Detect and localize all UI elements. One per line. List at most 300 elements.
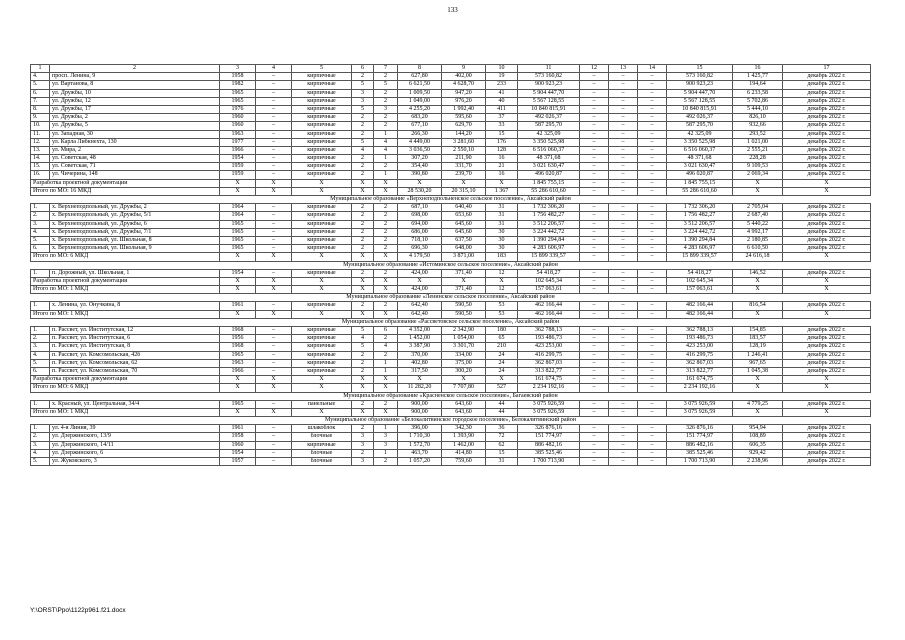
table-cell: –	[609, 449, 638, 457]
column-number-cell: 11	[518, 65, 580, 73]
summary-cell: 12	[486, 286, 518, 294]
table-cell: 4 352,00	[398, 327, 442, 335]
table-cell: –	[256, 220, 292, 228]
table-cell: декабрь 2022 г.	[783, 449, 871, 457]
table-cell: 1959	[220, 163, 256, 171]
table-cell: 1 756 482,27	[667, 212, 733, 220]
table-row	[31, 228, 871, 236]
table-cell: 317,50	[398, 367, 442, 375]
table-cell: 1 021,00	[733, 138, 783, 146]
summary-cell: X	[733, 376, 783, 384]
table-cell: –	[609, 220, 638, 228]
summary-cell: –	[609, 187, 638, 195]
summary-label: Итого по МО: 1 МКД	[31, 408, 220, 416]
summary-cell: X	[374, 376, 398, 384]
table-cell: 1968	[220, 343, 256, 351]
table-cell: 653,60	[442, 212, 486, 220]
table-cell: –	[256, 228, 292, 236]
summary-cell: –	[580, 253, 609, 261]
table-cell: 402,00	[442, 73, 486, 81]
summary-cell: 1 367	[486, 187, 518, 195]
table-cell: 3 021 630,47	[518, 163, 580, 171]
column-number-cell: 4	[256, 65, 292, 73]
table-cell: 1954	[220, 269, 256, 277]
table-cell: –	[609, 73, 638, 81]
table-cell: декабрь 2022 г.	[783, 146, 871, 154]
column-number-cell: 12	[580, 65, 609, 73]
summary-cell: X	[352, 408, 374, 416]
table-cell: 3 281,60	[442, 138, 486, 146]
table-cell: –	[638, 400, 667, 408]
table-cell: 1961	[220, 425, 256, 433]
table-row	[31, 351, 871, 359]
table-row	[31, 146, 871, 154]
table-cell: –	[638, 130, 667, 138]
address-cell: х. Верхнеподпольный, ул. Дружбы, 6	[50, 220, 220, 228]
table-cell: 414,80	[442, 449, 486, 457]
table-cell: –	[580, 425, 609, 433]
summary-cell: X	[220, 408, 256, 416]
table-cell: 900 923,23	[518, 81, 580, 89]
summary-cell: X	[220, 376, 256, 384]
municipality-name: Муниципальное образование «Верхнеподпольненское сельское поселение», Аксайский район	[31, 196, 871, 204]
address-cell: ул. Дружбы, 5	[50, 122, 220, 130]
summary-cell: 53	[486, 310, 518, 318]
summary-cell: 7 707,80	[442, 384, 486, 392]
table-cell: 54 418,27	[518, 269, 580, 277]
table-cell: 4 283 606,97	[667, 245, 733, 253]
table-cell: 2	[374, 220, 398, 228]
table-cell: декабрь 2022 г.	[783, 212, 871, 220]
table-cell: –	[609, 130, 638, 138]
table-cell: 2 069,34	[733, 171, 783, 179]
summary-cell: X	[220, 286, 256, 294]
summary-cell: 3 871,00	[442, 253, 486, 261]
table-cell: 2	[352, 114, 374, 122]
summary-cell: X	[220, 179, 256, 187]
summary-label: Итого по МО: 1 МКД	[31, 310, 220, 318]
table-cell: 21	[486, 163, 518, 171]
table-cell: 3	[374, 105, 398, 113]
table-cell: кирпичные	[292, 130, 352, 138]
table-cell: 31	[486, 458, 518, 466]
table-cell: 4 779,25	[733, 400, 783, 408]
column-number-cell: 5	[292, 65, 352, 73]
table-row	[31, 359, 871, 367]
table-cell: –	[580, 212, 609, 220]
summary-cell: 11 282,20	[398, 384, 442, 392]
table-cell: панельные	[292, 400, 352, 408]
table-cell: 4	[374, 343, 398, 351]
summary-cell: 643,60	[442, 408, 486, 416]
table-cell: 2 342,90	[442, 327, 486, 335]
table-cell: 4	[374, 146, 398, 154]
table-cell: 4	[352, 335, 374, 343]
table-cell: 65	[486, 335, 518, 343]
summary-cell: X	[256, 277, 292, 285]
table-cell: 2	[352, 351, 374, 359]
table-row	[31, 89, 871, 97]
table-cell: 1 425,77	[733, 73, 783, 81]
table-cell: 1957	[220, 458, 256, 466]
summary-cell: X	[374, 277, 398, 285]
table-row	[31, 433, 871, 441]
row-index-cell: 4.	[31, 449, 50, 457]
table-cell: 4 992,17	[733, 228, 783, 236]
summary-cell: X	[256, 187, 292, 195]
table-cell: 947,20	[442, 89, 486, 97]
table-cell: –	[580, 204, 609, 212]
summary-cell: X	[292, 277, 352, 285]
table-cell: кирпичные	[292, 245, 352, 253]
summary-cell: –	[580, 277, 609, 285]
table-cell: 463,70	[398, 449, 442, 457]
table-cell: –	[638, 212, 667, 220]
table-cell: декабрь 2022 г.	[783, 335, 871, 343]
table-cell: кирпичные	[292, 114, 352, 122]
table-cell: кирпичные	[292, 122, 352, 130]
table-cell: –	[609, 81, 638, 89]
table-cell: 2	[374, 228, 398, 236]
table-cell: 4 449,00	[398, 138, 442, 146]
table-cell: –	[580, 335, 609, 343]
table-cell: 1976	[220, 105, 256, 113]
table-cell: 1 049,00	[398, 97, 442, 105]
address-cell: ул. Карла Либкнехта, 130	[50, 138, 220, 146]
table-cell: 2	[374, 351, 398, 359]
table-cell: 643,60	[442, 400, 486, 408]
table-cell: декабрь 2022 г.	[783, 245, 871, 253]
table-cell: –	[256, 441, 292, 449]
table-cell: –	[580, 81, 609, 89]
table-cell: 30	[486, 245, 518, 253]
table-cell: 759,60	[442, 458, 486, 466]
table-cell: 1964	[220, 212, 256, 220]
table-cell: 698,00	[398, 212, 442, 220]
table-cell: 967,65	[733, 359, 783, 367]
table-row	[31, 97, 871, 105]
summary-cell: 183	[486, 253, 518, 261]
table-cell: 2	[352, 212, 374, 220]
table-cell: 6 516 060,37	[518, 146, 580, 154]
table-cell: –	[609, 343, 638, 351]
table-cell: –	[256, 204, 292, 212]
table-cell: –	[580, 114, 609, 122]
table-cell: 193 486,73	[667, 335, 733, 343]
table-cell: –	[580, 327, 609, 335]
table-cell: 37	[486, 114, 518, 122]
table-cell: 15	[486, 449, 518, 457]
table-cell: 5	[352, 343, 374, 351]
summary-cell: X	[374, 179, 398, 187]
table-cell: –	[256, 343, 292, 351]
summary-cell: 102 645,34	[518, 277, 580, 285]
row-index-cell: 7.	[31, 97, 50, 105]
table-cell: кирпичные	[292, 171, 352, 179]
column-number-cell: 8	[398, 65, 442, 73]
summary-cell: –	[609, 277, 638, 285]
row-index-cell: 2.	[31, 335, 50, 343]
summary-cell: –	[638, 408, 667, 416]
table-cell: 1 246,41	[733, 351, 783, 359]
summary-cell: X	[783, 253, 871, 261]
table-cell: 2	[352, 359, 374, 367]
summary-cell: X	[783, 384, 871, 392]
table-cell: 31	[486, 204, 518, 212]
summary-cell: X	[374, 286, 398, 294]
table-cell: –	[609, 155, 638, 163]
summary-cell: 1 845 755,15	[518, 179, 580, 187]
table-cell: –	[609, 146, 638, 154]
summary-cell: X	[783, 277, 871, 285]
table-cell: 362 867,03	[667, 359, 733, 367]
table-cell: –	[609, 89, 638, 97]
table-cell: кирпичные	[292, 351, 352, 359]
summary-label: Итого по МО: 6 МКД	[31, 253, 220, 261]
table-cell: –	[256, 351, 292, 359]
table-cell: –	[638, 171, 667, 179]
summary-cell: X	[733, 310, 783, 318]
summary-cell: X	[486, 376, 518, 384]
summary-cell: X	[256, 408, 292, 416]
table-cell: –	[638, 458, 667, 466]
table-cell: 2	[352, 400, 374, 408]
table-cell: 128	[486, 146, 518, 154]
summary-cell: 900,00	[398, 408, 442, 416]
table-cell: 211,90	[442, 155, 486, 163]
column-number-cell: 15	[667, 65, 733, 73]
table-cell: 3 350 525,98	[667, 138, 733, 146]
summary-cell: X	[374, 253, 398, 261]
table-cell: 3 387,90	[398, 343, 442, 351]
table-cell: 390,80	[398, 171, 442, 179]
table-cell: 900,00	[398, 400, 442, 408]
table-cell: 1 009,50	[398, 89, 442, 97]
summary-cell: –	[580, 286, 609, 294]
table-cell: декабрь 2022 г.	[783, 351, 871, 359]
table-cell: –	[580, 441, 609, 449]
address-cell: п. Рассвет, ул. Комсомольская, 62	[50, 359, 220, 367]
table-cell: кирпичные	[292, 335, 352, 343]
table-cell: –	[580, 400, 609, 408]
table-cell: –	[609, 122, 638, 130]
summary-cell: X	[352, 286, 374, 294]
summary-cell: –	[638, 310, 667, 318]
table-cell: –	[256, 130, 292, 138]
table-cell: 6 621,50	[398, 81, 442, 89]
summary-cell: 2 234 192,16	[518, 384, 580, 392]
table-cell: 44	[486, 400, 518, 408]
table-cell: 36	[486, 425, 518, 433]
summary-cell: 424,00	[398, 286, 442, 294]
column-number-cell: 17	[783, 65, 871, 73]
address-cell: ул. Дзержинского, 6	[50, 449, 220, 457]
table-cell: 1966	[220, 146, 256, 154]
summary-cell: X	[733, 179, 783, 187]
table-cell: 183,57	[733, 335, 783, 343]
table-cell: 4	[352, 146, 374, 154]
table-cell: 595,60	[442, 114, 486, 122]
row-index-cell: 5.	[31, 81, 50, 89]
table-cell: –	[609, 236, 638, 244]
table-cell: 180	[486, 327, 518, 335]
table-cell: 1958	[220, 73, 256, 81]
table-cell: кирпичные	[292, 212, 352, 220]
table-cell: 416 299,75	[667, 351, 733, 359]
table-cell: декабрь 2022 г.	[783, 367, 871, 375]
table-cell: 1968	[220, 327, 256, 335]
address-cell: п. Дорожный, ул. Школьная, 1	[50, 269, 220, 277]
table-cell: –	[638, 122, 667, 130]
table-cell: 3 301,70	[442, 343, 486, 351]
table-cell: декабрь 2022 г.	[783, 97, 871, 105]
table-cell: 423 253,00	[518, 343, 580, 351]
table-cell: 2	[352, 245, 374, 253]
table-cell: декабрь 2022 г.	[783, 327, 871, 335]
summary-cell: 3 075 926,59	[667, 408, 733, 416]
summary-cell: –	[580, 384, 609, 392]
table-cell: –	[580, 155, 609, 163]
table-cell: 1 390 294,84	[667, 236, 733, 244]
table-cell: 2	[374, 269, 398, 277]
address-cell: п. Рассвет, ул. Институтская, 8	[50, 343, 220, 351]
summary-cell: 3 075 926,59	[518, 408, 580, 416]
table-cell: 1 572,70	[398, 441, 442, 449]
table-cell: 2 687,40	[733, 212, 783, 220]
row-index-cell: 4.	[31, 73, 50, 81]
table-cell: –	[609, 97, 638, 105]
table-cell: –	[256, 400, 292, 408]
table-cell: –	[609, 327, 638, 335]
table-cell: 1965	[220, 400, 256, 408]
table-cell: 637,50	[442, 236, 486, 244]
table-cell: –	[638, 335, 667, 343]
table-cell: блочные	[292, 433, 352, 441]
summary-cell: X	[783, 376, 871, 384]
table-cell: 2	[374, 122, 398, 130]
table-cell: 1960	[220, 114, 256, 122]
table-cell: 62	[486, 441, 518, 449]
table-cell: 5	[352, 327, 374, 335]
table-cell: 686,00	[398, 228, 442, 236]
table-cell: 2	[352, 171, 374, 179]
summary-cell: –	[580, 310, 609, 318]
table-cell: кирпичные	[292, 155, 352, 163]
table-cell: –	[638, 105, 667, 113]
summary-cell: X	[783, 179, 871, 187]
address-cell: х. Верхнеподпольный, ул. Дружбы, 5/1	[50, 212, 220, 220]
table-cell: кирпичные	[292, 269, 352, 277]
table-cell: 2	[352, 204, 374, 212]
table-cell: –	[580, 163, 609, 171]
table-row	[31, 335, 871, 343]
address-cell: ул. Вартанова, 8	[50, 81, 220, 89]
table-cell: 1965	[220, 97, 256, 105]
table-cell: 3 075 926,59	[667, 400, 733, 408]
summary-cell: 161 674,75	[667, 376, 733, 384]
table-cell: –	[638, 425, 667, 433]
table-cell: 40	[486, 97, 518, 105]
table-cell: 640,40	[442, 204, 486, 212]
table-cell: –	[256, 458, 292, 466]
table-cell: –	[638, 302, 667, 310]
address-cell: ул. Дзержинского, 13/9	[50, 433, 220, 441]
table-row	[31, 204, 871, 212]
column-number-cell: 16	[733, 65, 783, 73]
column-number-cell: 13	[609, 65, 638, 73]
table-cell: 1965	[220, 228, 256, 236]
municipality-name: Муниципальное образование «Красненское сельское поселение», Багаевский район	[31, 392, 871, 400]
table-cell: 1 756 482,27	[518, 212, 580, 220]
table-cell: 1966	[220, 367, 256, 375]
table-cell: –	[256, 171, 292, 179]
summary-cell: 157 063,61	[667, 286, 733, 294]
table-cell: –	[609, 114, 638, 122]
table-cell: –	[580, 130, 609, 138]
summary-cell: –	[609, 286, 638, 294]
table-cell: 19	[486, 73, 518, 81]
summary-cell: X	[292, 286, 352, 294]
table-cell: 42 325,09	[518, 130, 580, 138]
column-number-cell: 9	[442, 65, 486, 73]
row-index-cell: 1.	[31, 204, 50, 212]
summary-label: Итого по МО: 16 МКД	[31, 187, 220, 195]
table-cell: 144,20	[442, 130, 486, 138]
table-row	[31, 138, 871, 146]
summary-label: Итого по МО: 6 МКД	[31, 384, 220, 392]
table-cell: 313 822,77	[518, 367, 580, 375]
table-cell: –	[256, 138, 292, 146]
column-number-cell: 14	[638, 65, 667, 73]
row-index-cell: 14.	[31, 155, 50, 163]
summary-label: Разработка проектной документации	[31, 376, 220, 384]
address-cell: ул. Дружбы, 2	[50, 114, 220, 122]
column-number-row	[31, 65, 871, 73]
table-cell: 3 224 442,72	[518, 228, 580, 236]
table-cell: 42 325,09	[667, 130, 733, 138]
table-cell: 1965	[220, 245, 256, 253]
address-cell: ул. Дружбы, 17	[50, 105, 220, 113]
table-cell: 385 525,46	[667, 449, 733, 457]
table-cell: –	[609, 359, 638, 367]
table-cell: 492 026,37	[518, 114, 580, 122]
table-cell: –	[580, 359, 609, 367]
row-index-cell: 15.	[31, 163, 50, 171]
table-cell: 423 253,00	[667, 343, 733, 351]
summary-cell: X	[256, 310, 292, 318]
table-cell: 2	[352, 425, 374, 433]
row-index-cell: 2.	[31, 212, 50, 220]
table-cell: 627,80	[398, 73, 442, 81]
row-index-cell: 4.	[31, 228, 50, 236]
municipality-section-header	[31, 196, 871, 204]
table-cell: 1	[374, 367, 398, 375]
table-cell: 396,00	[398, 425, 442, 433]
table-cell: –	[256, 105, 292, 113]
table-cell: кирпичные	[292, 220, 352, 228]
table-cell: 239,70	[442, 171, 486, 179]
table-cell: –	[256, 236, 292, 244]
municipality-name: Муниципальное образование «Ленинское сельское поселение», Аксайский район	[31, 294, 871, 302]
table-cell: 362 867,03	[518, 359, 580, 367]
table-cell: 1	[374, 359, 398, 367]
table-cell: 826,10	[733, 114, 783, 122]
table-cell: кирпичные	[292, 89, 352, 97]
summary-cell: X	[352, 253, 374, 261]
summary-cell: X	[442, 376, 486, 384]
repair-schedule-table	[30, 64, 871, 466]
table-cell: кирпичные	[292, 105, 352, 113]
